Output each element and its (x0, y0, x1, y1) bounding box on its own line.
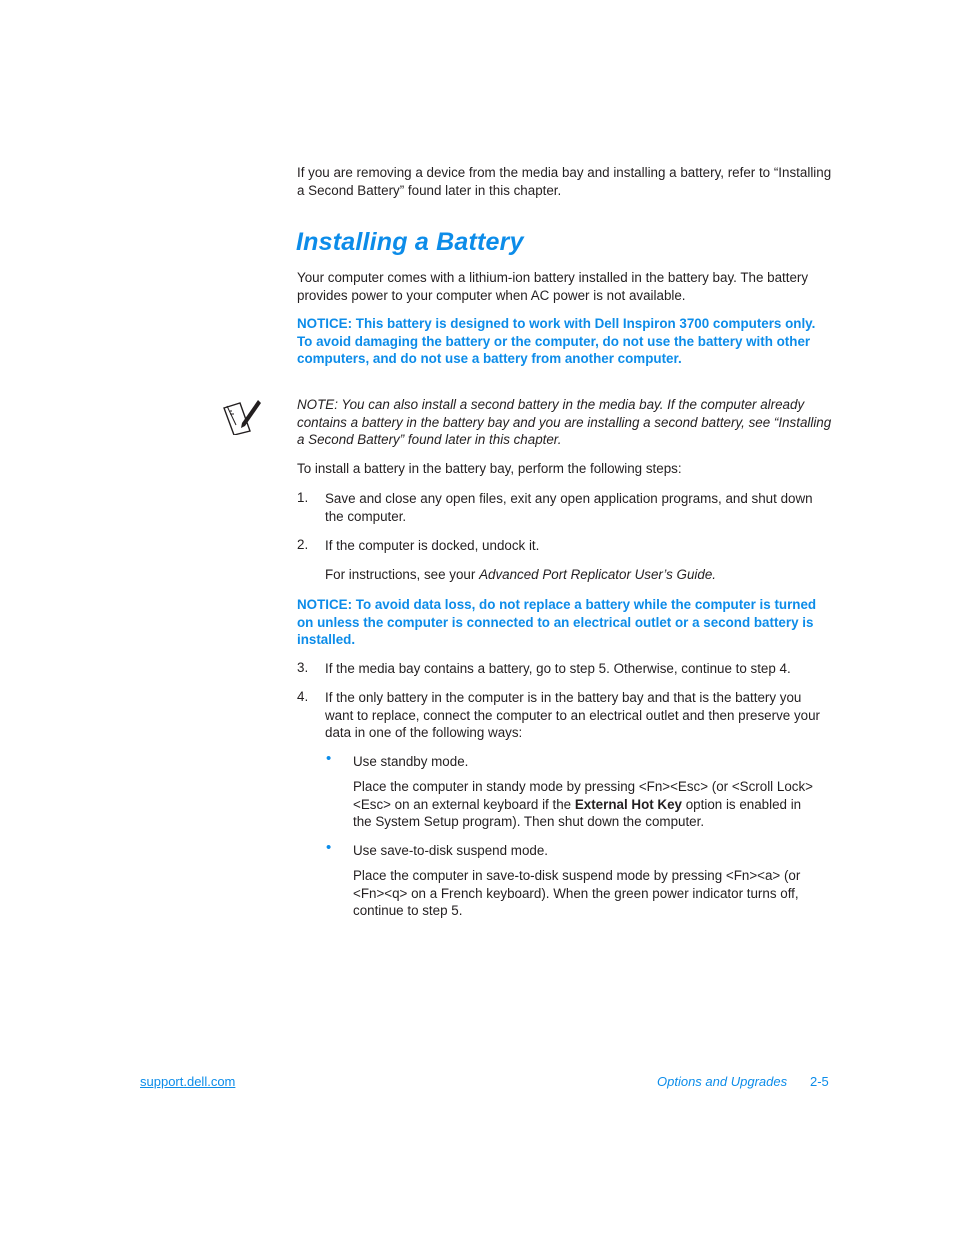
page-number: 2-5 (810, 1074, 829, 1089)
footer-section-title: Options and Upgrades (657, 1074, 788, 1089)
step-2-detail-text: For instructions, see your (325, 567, 480, 582)
step-text: If the media bay contains a battery, go to step 5. Otherwise, continue to step 4. (325, 661, 791, 676)
step-number: 3. (297, 660, 309, 675)
pencil-note-icon (222, 397, 262, 435)
step-text: If the computer is docked, undock it. (325, 538, 540, 553)
step-number: 1. (297, 490, 309, 505)
bullet-icon: • (326, 839, 332, 856)
bullet-label: Use standby mode. (353, 754, 469, 769)
step-text: If the only battery in the computer is in the battery bay and that is the battery you want to replace, connect the computer to an electrical outlet and then preserve your data in one of the following ways: (325, 690, 820, 740)
bullet-icon: • (326, 750, 332, 767)
note-second-battery: NOTE: You can also install a second battery in the media bay. If the computer already contains a battery in the battery bay and you are installing a second battery, see “Installing a Second Battery” found later in this chapter. (297, 397, 832, 447)
section-heading: Installing a Battery (296, 228, 524, 256)
step-2-detail (325, 566, 830, 584)
battery-intro-paragraph: Your computer comes with a lithium-ion battery installed in the battery bay. The battery provides power to your computer when AC power is not available. (297, 270, 809, 303)
support-link[interactable]: support.dell.com (140, 1074, 236, 1089)
step-text: Save and close any open files, exit any open application programs, and shut down the computer. (325, 491, 813, 524)
intro-paragraph: If you are removing a device from the media bay and installing a battery, refer to “Installing a Second Battery” found later in this chapter. (297, 165, 832, 198)
step-number: 4. (297, 689, 309, 704)
bullet-detail-text: Place the computer in standy mode by pressing <Fn><Esc> (or <Scroll Lock><Esc> on an external keyboard if the (353, 779, 813, 812)
bullet-detail: Place the computer in save-to-disk suspend mode by pressing <Fn><a> (or <Fn><q> on a French keyboard). When the green power indicator turns off, continue to step 5. (353, 868, 801, 918)
bullet-detail (353, 778, 823, 831)
step-number: 2. (297, 537, 309, 552)
notice-data-loss: NOTICE: To avoid data loss, do not replace a battery while the computer is turned on unless the computer is connected to an electrical outlet or a second battery is installed. (297, 597, 817, 647)
bullet-label: Use save-to-disk suspend mode. (353, 843, 549, 858)
notice-compatibility: NOTICE: This battery is designed to work with Dell Inspiron 3700 computers only. To avoid damaging the battery or the computer, do not use the battery with other computers, and do not use a battery from another computer. (297, 316, 816, 366)
external-hot-key-label: External Hot Key (574, 796, 683, 812)
guide-title: Advanced Port Replicator User’s Guide. (479, 567, 716, 582)
steps-intro: To install a battery in the battery bay, perform the following steps: (297, 461, 682, 476)
bullet-detail-text: option is enabled in the System Setup program). Then shut down the computer. (353, 796, 802, 829)
